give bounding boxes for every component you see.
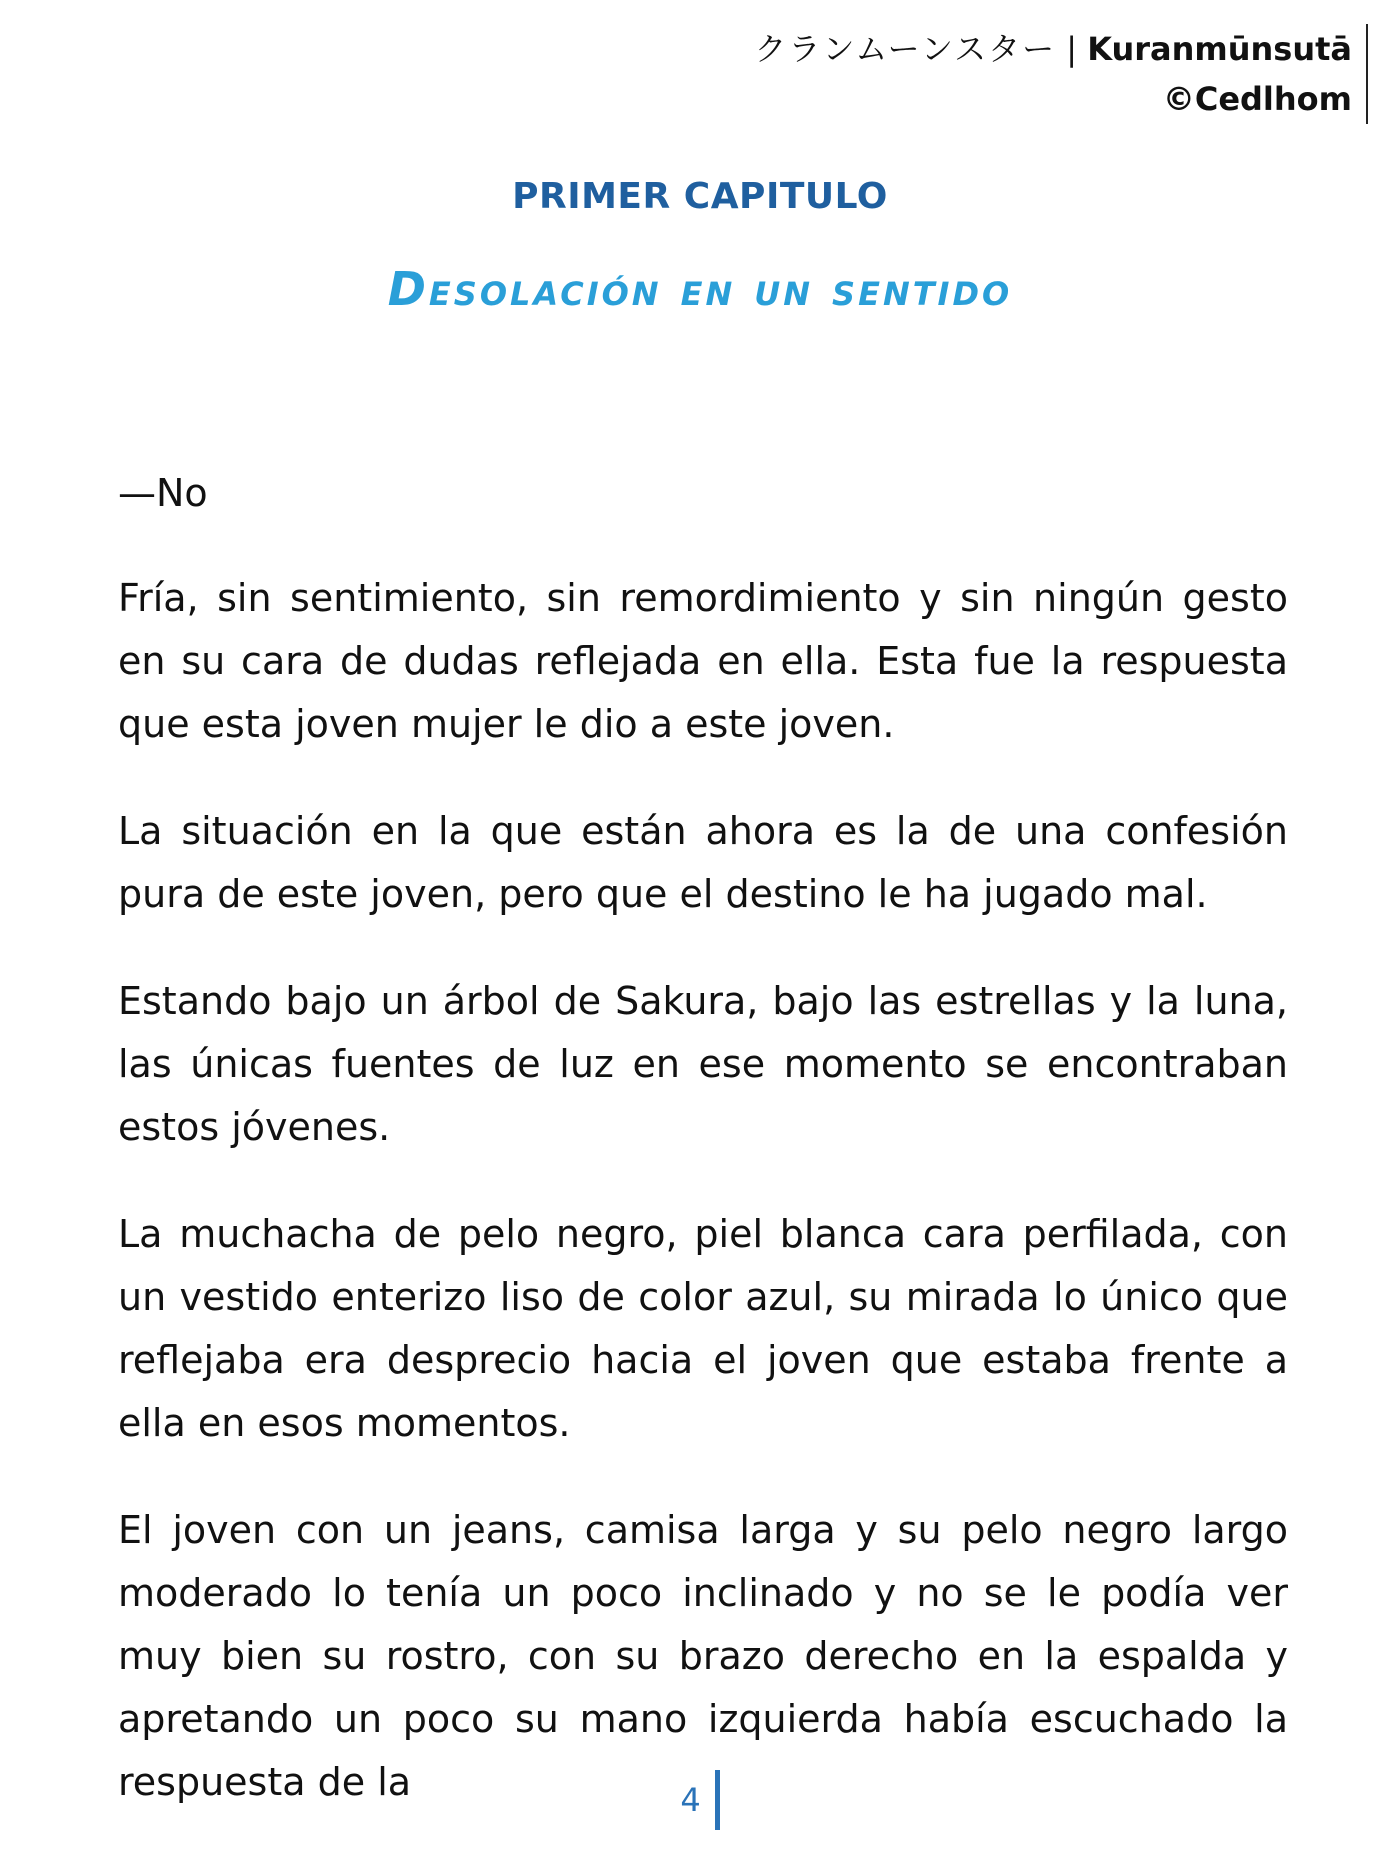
paragraph: Fría, sin sentimiento, sin remordimiento y sin ningún gesto en su cara de dudas reflejada en ella. Esta fue la respuesta que esta joven mujer le dio a este joven. xyxy=(118,576,1288,746)
paragraph: El joven con un jeans, camisa larga y su pelo negro largo moderado lo tenía un poco inclinado y no se le podía ver muy bien su rostro, con su brazo derecho en la espalda y apretando un poco su mano izquierda había escuchado la respuesta de la xyxy=(118,1508,1288,1804)
romanized-title: Kuranmūnsutā xyxy=(1087,30,1352,68)
header-title-line xyxy=(755,24,1352,74)
japanese-title: クランムーンスター xyxy=(754,30,1057,68)
page-number: 4 xyxy=(680,1770,719,1830)
paragraph-dialogue: —No xyxy=(118,471,208,515)
chapter-label: PRIMER CAPITULO xyxy=(512,176,888,217)
title-separator: | xyxy=(1066,30,1078,68)
paragraph: La muchacha de pelo negro, piel blanca cara perfilada, con un vestido enterizo liso de color azul, su mirada lo único que reflejaba era desprecio hacia el joven que estaba frente a ella en esos momentos. xyxy=(118,1212,1288,1445)
chapter-title: Desolación en un sentido xyxy=(387,262,1013,316)
chapter-body xyxy=(118,462,1288,1858)
copyright-notice: ©Cedlhom xyxy=(1162,80,1352,118)
paragraph: La situación en la que están ahora es la de una confesión pura de este joven, pero que el destino le ha jugado mal. xyxy=(118,809,1288,916)
page-footer xyxy=(0,1770,1400,1830)
paragraph: Estando bajo un árbol de Sakura, bajo las estrellas y la luna, las únicas fuentes de luz en ese momento se encontraban estos jóvenes. xyxy=(118,979,1288,1149)
page-header xyxy=(755,24,1368,124)
